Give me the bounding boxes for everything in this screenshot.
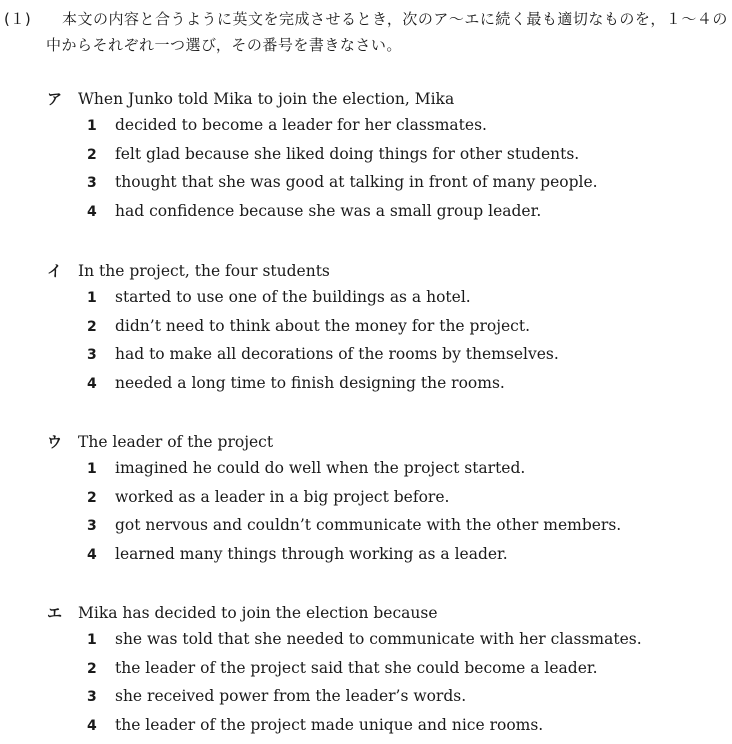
choice-item: [47, 659, 707, 688]
instruction-text-1: 本文の内容と合うように英文を完成させるとき，次のア～エに続く最も適切なものを，１～４の: [62, 10, 728, 28]
instruction-text-2: 中からそれぞれ一つ選び，その番号を書きなさい。: [46, 36, 402, 54]
stem-text: When Junko told Mika to join the election, Mika: [78, 90, 455, 108]
choice-number: 2: [87, 489, 97, 506]
choice-item: [47, 116, 707, 145]
question-stem: [47, 431, 707, 459]
question-label: エ: [47, 604, 63, 622]
choice-text: the leader of the project said that she could become a leader.: [115, 658, 598, 677]
choice-text: thought that she was good at talking in front of many people.: [115, 173, 598, 192]
choice-item: [47, 716, 707, 744]
choice-text: had to make all decorations of the rooms by themselves.: [115, 345, 559, 364]
question-e: [47, 602, 707, 744]
choice-item: [47, 145, 707, 174]
choice-number: 1: [87, 118, 97, 134]
choice-number: 3: [87, 175, 97, 192]
stem-text: In the project, the four students: [78, 262, 330, 280]
choice-text: didn’t need to think about the money for the project.: [115, 316, 531, 335]
choice-text: felt glad because she liked doing things for other students.: [115, 144, 580, 163]
choice-text: learned many things through working as a leader.: [115, 544, 508, 563]
question-u: [47, 431, 707, 573]
choice-item: [47, 374, 707, 403]
choice-item: [47, 459, 707, 488]
choice-number: 3: [87, 347, 97, 364]
choice-number: 3: [87, 689, 97, 706]
choice-item: [47, 687, 707, 716]
choice-number: 4: [87, 203, 97, 220]
choice-number: 2: [87, 318, 97, 335]
stem-text: Mika has decided to join the election because: [78, 604, 438, 622]
choice-number: 1: [87, 461, 97, 477]
choice-text: imagined he could do well when the project started.: [115, 459, 526, 477]
choice-text: she was told that she needed to communicate with her classmates.: [115, 630, 642, 648]
choice-number: 1: [87, 632, 97, 648]
choice-number: 4: [87, 546, 97, 563]
choice-item: [47, 173, 707, 202]
choice-text: the leader of the project made unique and nice rooms.: [115, 715, 544, 734]
choice-item: [47, 317, 707, 346]
question-label: ウ: [47, 433, 63, 451]
choice-item: [47, 288, 707, 317]
question-number: (１): [4, 10, 31, 28]
choice-text: she received power from the leader’s words.: [115, 687, 467, 706]
choice-text: got nervous and couldn’t communicate with the other members.: [115, 516, 622, 535]
choice-item: [47, 545, 707, 574]
question-label: イ: [47, 262, 63, 280]
choice-text: started to use one of the buildings as a hotel.: [115, 288, 471, 306]
choice-number: 4: [87, 375, 97, 392]
question-label: ア: [47, 90, 63, 108]
choice-text: needed a long time to finish designing the rooms.: [115, 373, 505, 392]
choice-number: 2: [87, 146, 97, 163]
instruction-block: [4, 6, 728, 58]
choice-text: worked as a leader in a big project before.: [115, 487, 450, 506]
choice-text: decided to become a leader for her classmates.: [115, 116, 487, 134]
question-a: [47, 88, 707, 230]
instruction-line-1: [4, 6, 728, 32]
question-stem: [47, 260, 707, 288]
question-stem: [47, 602, 707, 630]
question-stem: [47, 88, 707, 116]
choice-item: [47, 345, 707, 374]
choice-item: [47, 516, 707, 545]
choice-number: 1: [87, 290, 97, 306]
question-i: [47, 260, 707, 402]
choice-number: 3: [87, 518, 97, 535]
choice-item: [47, 202, 707, 231]
choice-item: [47, 488, 707, 517]
choice-number: 4: [87, 717, 97, 734]
choice-item: [47, 630, 707, 659]
choice-text: had confidence because she was a small group leader.: [115, 201, 542, 220]
choice-number: 2: [87, 660, 97, 677]
stem-text: The leader of the project: [78, 433, 274, 451]
